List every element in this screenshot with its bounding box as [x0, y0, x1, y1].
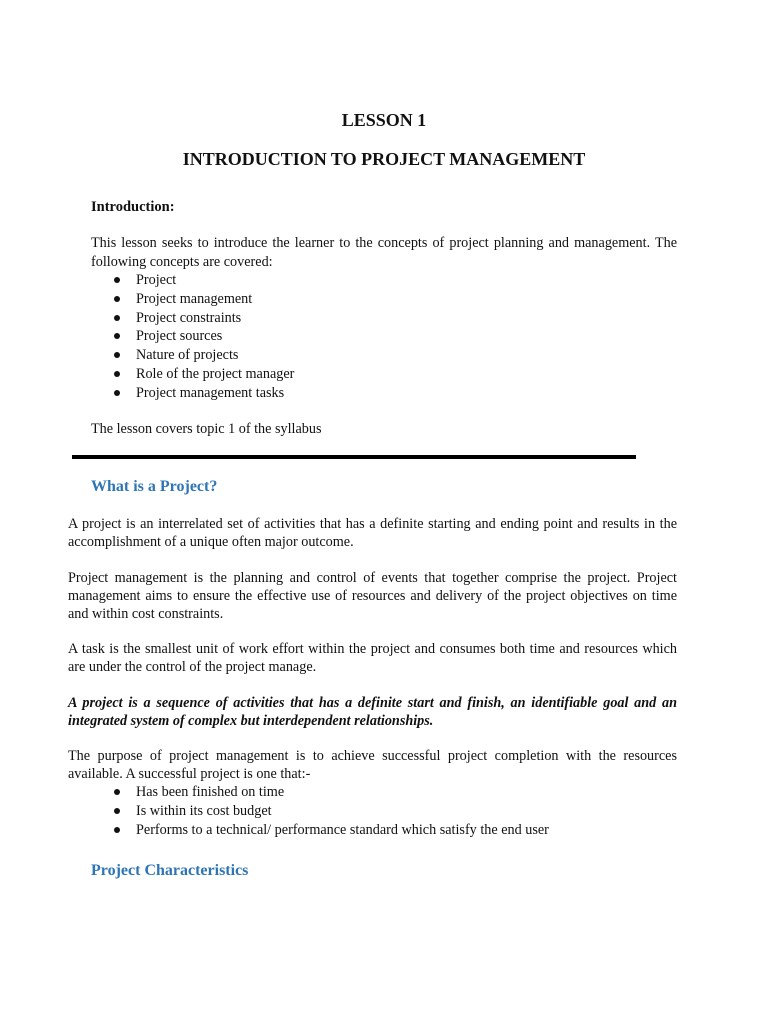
- list-item: Project: [91, 271, 294, 290]
- project-definition-paragraph: A project is an interrelated set of activities that has a definite starting and ending point and results in the accomplishment of a unique often major outcome.: [68, 516, 677, 550]
- purpose-paragraph: The purpose of project management is to achieve successful project completion with the resources available. A successful project is one that:-: [68, 748, 677, 782]
- success-criteria-list: [91, 783, 549, 839]
- list-item: Project constraints: [91, 309, 294, 328]
- task-definition-paragraph: A task is the smallest unit of work effort within the project and consumes both time and resources which are under the control of the project manage.: [68, 641, 677, 675]
- introduction-heading: Introduction:: [91, 199, 175, 215]
- concepts-list: [91, 271, 294, 403]
- list-item: Is within its cost budget: [91, 802, 549, 821]
- list-item: Project management tasks: [91, 384, 294, 403]
- project-sequence-emphasis: A project is a sequence of activities that has a definite start and finish, an identifiable goal and an integrated system of complex but interdependent relationships.: [68, 695, 677, 729]
- list-item: Role of the project manager: [91, 365, 294, 384]
- section-divider: [72, 455, 636, 459]
- list-item: Project management: [91, 290, 294, 309]
- introduction-text: This lesson seeks to introduce the learner to the concepts of project planning and management. The following concepts are covered:: [91, 235, 677, 270]
- list-item: Project sources: [91, 327, 294, 346]
- list-item: Performs to a technical/ performance standard which satisfy the end user: [91, 821, 549, 840]
- project-management-paragraph: Project management is the planning and control of events that together comprise the project. Project management aims to ensure the effective use of resources and delivery of the project objectives on time and within cost constraints.: [68, 570, 677, 622]
- lesson-title: INTRODUCTION TO PROJECT MANAGEMENT: [182, 149, 586, 169]
- list-item: Has been finished on time: [91, 783, 549, 802]
- lesson-number: LESSON 1: [341, 110, 427, 130]
- list-item: Nature of projects: [91, 346, 294, 365]
- project-characteristics-heading: Project Characteristics: [91, 862, 249, 879]
- syllabus-coverage-note: The lesson covers topic 1 of the syllabus: [91, 421, 322, 437]
- what-is-project-heading: What is a Project?: [91, 478, 218, 495]
